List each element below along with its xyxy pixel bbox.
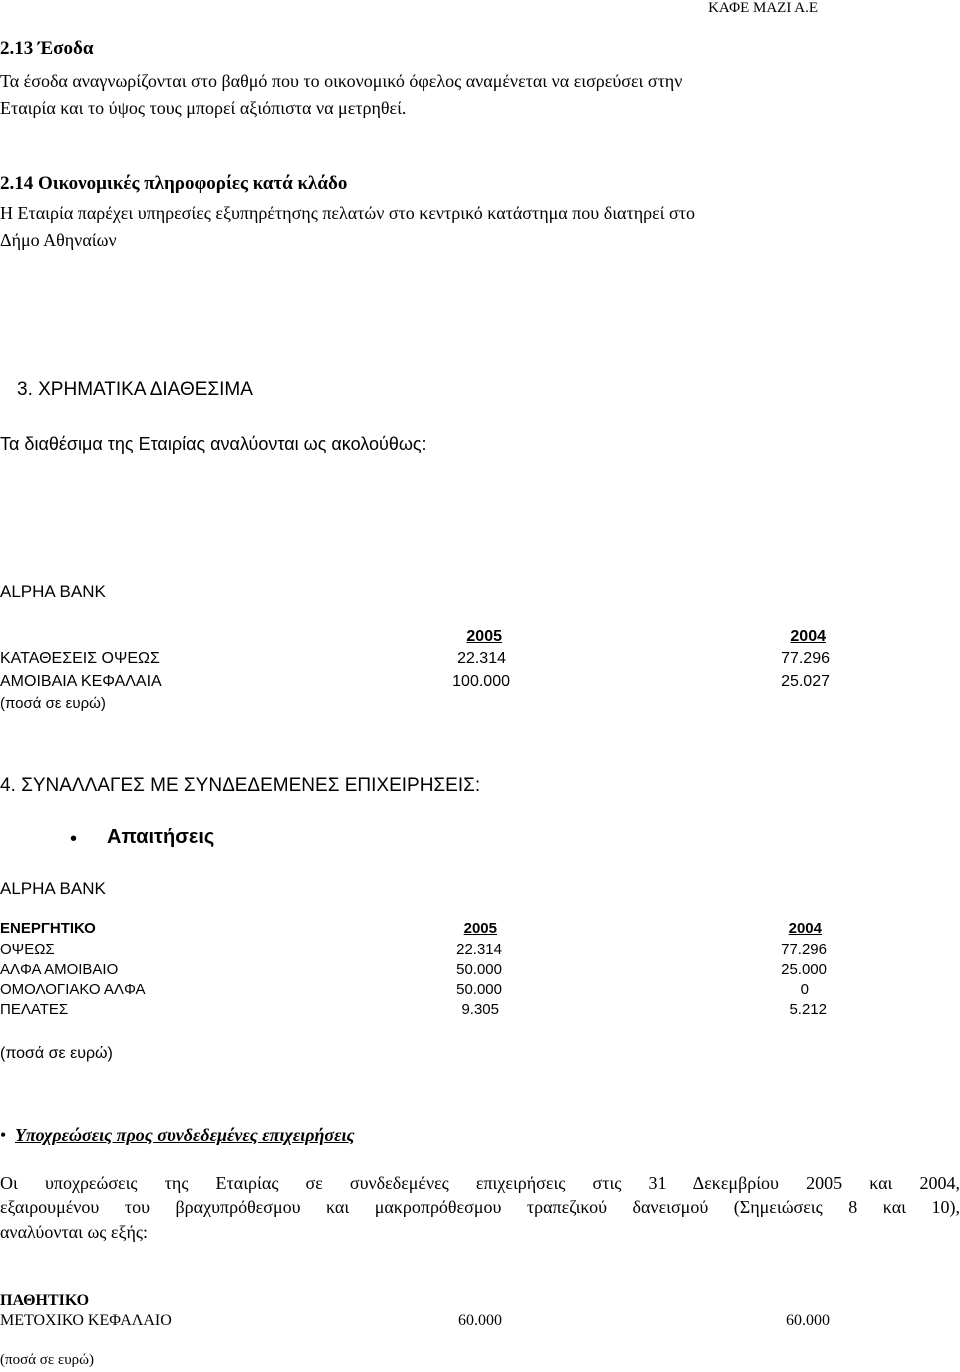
section-3-bank-name: ALPHA BANK (0, 582, 106, 601)
liabilities-row-2004: 60.000 (786, 1312, 830, 1329)
liabilities-text-line3: αναλύονται ως εξής: (0, 1222, 149, 1242)
receivables-row-2-2004: 25.000 (781, 961, 827, 978)
liabilities-row-label: ΜΕΤΟΧΙΚΟ ΚΕΦΑΛΑΙΟ (0, 1312, 172, 1329)
receivables-row-3-label: ΟΜΟΛΟΓΙΑΚΟ ΑΛΦΑ (0, 981, 146, 998)
liabilities-table-head: ΠΑΘΗΤΙΚΟ (0, 1292, 90, 1309)
receivables-col-2004: 2004 (788, 920, 822, 937)
bullet-icon: • (0, 1125, 7, 1145)
cash-amounts-note: (ποσά σε ευρώ) (0, 695, 106, 712)
section-2-13-text-line1: Τα έσοδα αναγνωρίζονται στο βαθμό που το οικονομικό όφελος αναμένεται να εισρεύσει στην (0, 71, 683, 91)
receivables-row-1-2004: 77.296 (781, 941, 827, 958)
receivables-row-3-2004: 0 (800, 981, 809, 998)
liabilities-text-line1: Οι υποχρεώσεις της Εταιρίας σε συνδεδεμένες επιχειρήσεις στις 31 Δεκεμβρίου 2005 και 2004, (0, 1173, 960, 1193)
cash-row-1-2004: 77.296 (781, 650, 830, 667)
cash-row-2-2004: 25.027 (781, 673, 830, 690)
section-4-bank-name: ALPHA BANK (0, 879, 106, 898)
bullet-icon: • (70, 828, 78, 850)
section-3-intro: Τα διαθέσιμα της Εταιρίας αναλύονται ως ακολούθως: (0, 434, 427, 454)
section-2-14-title: 2.14 Οικονομικές πληροφορίες κατά κλάδο (0, 173, 348, 194)
receivables-row-1-2005: 22.314 (456, 941, 502, 958)
section-3-title: 3. ΧΡΗΜΑΤΙΚΑ ΔΙΑΘΕΣΙΜΑ (17, 379, 253, 400)
cash-row-2-2005: 100.000 (452, 673, 510, 690)
receivables-row-4-2005: 9.305 (461, 1001, 499, 1018)
receivables-row-2-2005: 50.000 (456, 961, 502, 978)
section-2-14-text-line1: Η Εταιρία παρέχει υπηρεσίες εξυπηρέτησης πελατών στο κεντρικό κατάστημα που διατηρεί στο (0, 203, 695, 223)
receivables-table-head: ΕΝΕΡΓΗΤΙΚΟ (0, 920, 96, 937)
section-2-14-text-line2: Δήμο Αθηναίων (0, 230, 117, 250)
liabilities-text-line2: εξαιρουμένου του βραχυπρόθεσμου και μακροπρόθεσμου τραπεζικού δανεισμού (Σημειώσεις 8 και 10), (0, 1197, 960, 1217)
section-2-13-text-line2: Εταιρία και το ύψος τους μπορεί αξιόπιστα να μετρηθεί. (0, 98, 407, 118)
receivables-row-3-2005: 50.000 (456, 981, 502, 998)
receivables-heading: Απαιτήσεις (107, 826, 215, 848)
cash-table-col-2005: 2005 (466, 628, 502, 645)
liabilities-heading: Υποχρεώσεις προς συνδεδεμένες επιχειρήσεις (15, 1125, 355, 1145)
cash-table-col-2004: 2004 (790, 628, 826, 645)
receivables-amounts-note: (ποσά σε ευρώ) (0, 1045, 113, 1062)
receivables-row-4-2004: 5.212 (789, 1001, 827, 1018)
liabilities-row-2005: 60.000 (458, 1312, 502, 1329)
cash-row-1-2005: 22.314 (457, 650, 506, 667)
document-header: ΚΑΦΕ ΜΑΖΙ Α.Ε (708, 0, 818, 16)
receivables-row-2-label: ΑΛΦΑ ΑΜΟΙΒΑΙΟ (0, 961, 119, 978)
section-2-13-title: 2.13 Έσοδα (0, 38, 94, 59)
receivables-row-4-label: ΠΕΛΑΤΕΣ (0, 1001, 69, 1018)
section-4-title: 4. ΣΥΝΑΛΛΑΓΕΣ ΜΕ ΣΥΝΔΕΔΕΜΕΝΕΣ ΕΠΙΧΕΙΡΗΣΕΙΣ: (0, 775, 481, 796)
receivables-row-1-label: ΟΨΕΩΣ (0, 941, 55, 958)
liabilities-amounts-note: (ποσά σε ευρώ) (0, 1352, 94, 1368)
receivables-col-2005: 2005 (463, 920, 497, 937)
cash-row-2-label: ΑΜΟΙΒΑΙΑ ΚΕΦΑΛΑΙΑ (0, 673, 162, 690)
cash-row-1-label: ΚΑΤΑΘΕΣΕΙΣ ΟΨΕΩΣ (0, 650, 160, 667)
